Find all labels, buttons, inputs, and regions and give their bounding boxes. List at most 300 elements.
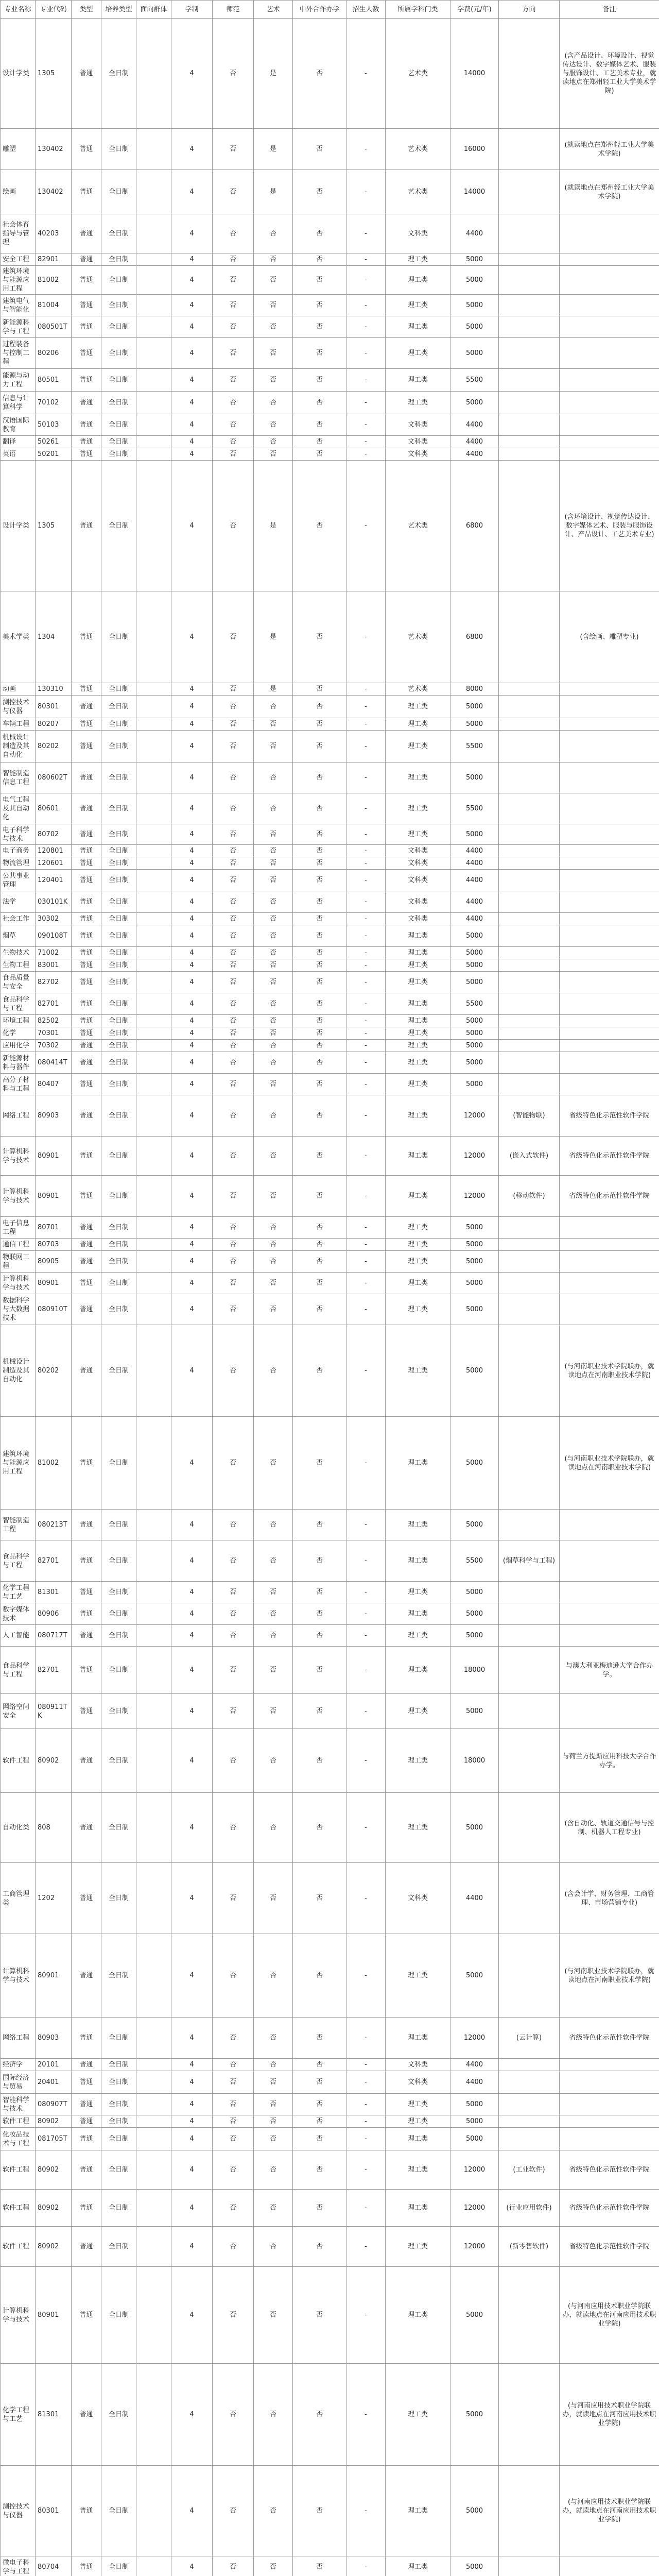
table-row <box>1 2128 659 2150</box>
table-row <box>1 2115 659 2128</box>
cell-target-group <box>136 947 171 959</box>
cell-teacher-training: 否 <box>213 1217 254 1239</box>
cell-study-mode: 全日制 <box>101 338 136 369</box>
cell-major-name: 软件工程 <box>1 2115 36 2128</box>
cell-tuition: 5000 <box>450 2267 499 2364</box>
cell-enrollment: - <box>346 1074 386 1095</box>
cell-tuition: 5000 <box>450 1273 499 1294</box>
cell-tuition: 12000 <box>450 1137 499 1176</box>
cell-sino-foreign: 否 <box>293 316 346 338</box>
cell-major-code: 71002 <box>36 947 72 959</box>
cell-study-mode: 全日制 <box>101 1694 136 1729</box>
cell-enrollment: - <box>346 129 386 170</box>
header-target-group: 面向群体 <box>136 1 171 19</box>
cell-type: 普通 <box>72 1239 101 1251</box>
cell-teacher-training: 否 <box>213 972 254 993</box>
cell-major-code: 81002 <box>36 1417 72 1510</box>
cell-subject-category: 理工类 <box>386 369 450 392</box>
cell-target-group <box>136 1510 171 1540</box>
cell-major-name: 人工智能 <box>1 1625 36 1647</box>
cell-target-group <box>136 2267 171 2364</box>
cell-target-group <box>136 972 171 993</box>
cell-direction <box>499 824 560 845</box>
cell-study-mode: 全日制 <box>101 369 136 392</box>
cell-major-name: 智能制造工程 <box>1 1510 36 1540</box>
cell-art: 否 <box>254 2018 293 2059</box>
cell-direction <box>499 2267 560 2364</box>
cell-target-group <box>136 1137 171 1176</box>
cell-tuition: 5500 <box>450 793 499 824</box>
cell-remarks: 省级特色化示范性软件学院 <box>560 2150 659 2190</box>
cell-teacher-training: 否 <box>213 762 254 793</box>
cell-remarks <box>560 214 659 253</box>
cell-study-mode: 全日制 <box>101 1863 136 1934</box>
cell-art: 否 <box>254 1040 293 1052</box>
cell-sino-foreign: 否 <box>293 731 346 762</box>
cell-sino-foreign: 否 <box>293 266 346 295</box>
header-art: 艺术 <box>254 1 293 19</box>
cell-direction <box>499 845 560 857</box>
table-row <box>1 891 659 913</box>
cell-art: 否 <box>254 2556 293 2576</box>
cell-sino-foreign: 否 <box>293 762 346 793</box>
cell-study-mode: 全日制 <box>101 793 136 824</box>
cell-major-code: 80202 <box>36 1325 72 1417</box>
cell-remarks <box>560 1273 659 1294</box>
cell-major-name: 数字媒体技术 <box>1 1603 36 1625</box>
cell-direction: (嵌入式软件) <box>499 1137 560 1176</box>
cell-major-name: 电子信息工程 <box>1 1217 36 1239</box>
cell-duration: 4 <box>171 913 213 925</box>
cell-art: 否 <box>254 1052 293 1074</box>
cell-target-group <box>136 1015 171 1027</box>
cell-type: 普通 <box>72 1015 101 1027</box>
cell-study-mode: 全日制 <box>101 170 136 214</box>
cell-study-mode: 全日制 <box>101 959 136 972</box>
cell-duration: 4 <box>171 1176 213 1217</box>
cell-major-code: 80902 <box>36 2150 72 2190</box>
cell-duration: 4 <box>171 1217 213 1239</box>
cell-remarks <box>560 1074 659 1095</box>
cell-duration: 4 <box>171 762 213 793</box>
cell-art: 否 <box>254 1510 293 1540</box>
cell-major-name: 软件工程 <box>1 2190 36 2227</box>
cell-teacher-training: 否 <box>213 1027 254 1040</box>
cell-type: 普通 <box>72 436 101 448</box>
cell-teacher-training: 否 <box>213 448 254 461</box>
cell-tuition: 4400 <box>450 857 499 870</box>
cell-subject-category: 理工类 <box>386 2150 450 2190</box>
cell-sino-foreign: 否 <box>293 2556 346 2576</box>
cell-study-mode: 全日制 <box>101 1040 136 1052</box>
cell-enrollment: - <box>346 2150 386 2190</box>
cell-target-group <box>136 845 171 857</box>
cell-duration: 4 <box>171 2267 213 2364</box>
cell-duration: 4 <box>171 1582 213 1603</box>
cell-direction <box>499 696 560 718</box>
cell-direction <box>499 369 560 392</box>
cell-art: 否 <box>254 2115 293 2128</box>
cell-duration: 4 <box>171 891 213 913</box>
cell-teacher-training: 否 <box>213 338 254 369</box>
cell-remarks: (含环境设计、视觉传达设计、数字媒体艺术、服装与服饰设计、产品设计、工艺美术专业) <box>560 461 659 591</box>
cell-remarks <box>560 1251 659 1273</box>
cell-target-group <box>136 1074 171 1095</box>
cell-major-code: 080501T <box>36 316 72 338</box>
cell-duration: 4 <box>171 1729 213 1793</box>
cell-major-code: 120401 <box>36 870 72 891</box>
cell-major-code: 808 <box>36 1793 72 1863</box>
cell-enrollment: - <box>346 591 386 683</box>
cell-major-name: 高分子材料与工程 <box>1 1074 36 1095</box>
cell-type: 普通 <box>72 1625 101 1647</box>
cell-major-code: 80701 <box>36 1217 72 1239</box>
cell-major-name: 智能制造信息工程 <box>1 762 36 793</box>
cell-study-mode: 全日制 <box>101 1052 136 1074</box>
cell-major-code: 1202 <box>36 1863 72 1934</box>
table-row <box>1 1540 659 1582</box>
cell-teacher-training: 否 <box>213 683 254 696</box>
cell-sino-foreign: 否 <box>293 1647 346 1694</box>
cell-tuition: 5000 <box>450 824 499 845</box>
cell-duration: 4 <box>171 214 213 253</box>
cell-enrollment: - <box>346 913 386 925</box>
cell-remarks <box>560 2094 659 2115</box>
cell-duration: 4 <box>171 1251 213 1273</box>
cell-target-group <box>136 2018 171 2059</box>
cell-major-name: 计算机科学与技术 <box>1 1137 36 1176</box>
cell-sino-foreign: 否 <box>293 1217 346 1239</box>
cell-direction <box>499 266 560 295</box>
cell-major-name: 通信工程 <box>1 1239 36 1251</box>
header-study-mode: 培养类型 <box>101 1 136 19</box>
cell-remarks <box>560 947 659 959</box>
table-row <box>1 718 659 731</box>
table-row <box>1 1239 659 1251</box>
cell-direction <box>499 1325 560 1417</box>
cell-remarks <box>560 1239 659 1251</box>
cell-tuition: 6800 <box>450 591 499 683</box>
cell-study-mode: 全日制 <box>101 762 136 793</box>
cell-type: 普通 <box>72 1694 101 1729</box>
cell-enrollment: - <box>346 1647 386 1694</box>
cell-major-name: 计算机科学与技术 <box>1 1273 36 1294</box>
cell-art: 否 <box>254 316 293 338</box>
cell-duration: 4 <box>171 2071 213 2094</box>
cell-remarks <box>560 338 659 369</box>
cell-enrollment: - <box>346 19 386 129</box>
cell-tuition: 12000 <box>450 1176 499 1217</box>
cell-subject-category: 理工类 <box>386 1217 450 1239</box>
cell-subject-category: 文科类 <box>386 913 450 925</box>
cell-enrollment: - <box>346 683 386 696</box>
cell-sino-foreign: 否 <box>293 972 346 993</box>
cell-subject-category: 文科类 <box>386 414 450 436</box>
cell-teacher-training: 否 <box>213 1251 254 1273</box>
table-row <box>1 1040 659 1052</box>
cell-art: 否 <box>254 1417 293 1510</box>
cell-sino-foreign: 否 <box>293 824 346 845</box>
cell-major-code: 80902 <box>36 2227 72 2267</box>
cell-target-group <box>136 1603 171 1625</box>
cell-teacher-training: 否 <box>213 316 254 338</box>
cell-sino-foreign: 否 <box>293 925 346 947</box>
cell-major-code: 80905 <box>36 1251 72 1273</box>
cell-direction <box>499 1273 560 1294</box>
cell-major-code: 1304 <box>36 591 72 683</box>
table-row <box>1 1625 659 1647</box>
cell-remarks <box>560 925 659 947</box>
cell-target-group <box>136 2150 171 2190</box>
cell-subject-category: 理工类 <box>386 2466 450 2556</box>
table-row <box>1 870 659 891</box>
cell-subject-category: 理工类 <box>386 1074 450 1095</box>
cell-target-group <box>136 1095 171 1137</box>
cell-major-code: 120601 <box>36 857 72 870</box>
cell-remarks <box>560 762 659 793</box>
cell-subject-category: 理工类 <box>386 1647 450 1694</box>
cell-tuition: 4400 <box>450 436 499 448</box>
cell-tuition: 5000 <box>450 959 499 972</box>
cell-target-group <box>136 338 171 369</box>
cell-art: 否 <box>254 1603 293 1625</box>
table-row <box>1 696 659 718</box>
cell-major-name: 建筑环境与能源应用工程 <box>1 1417 36 1510</box>
cell-major-name: 计算机科学与技术 <box>1 2267 36 2364</box>
cell-major-name: 公共事业管理 <box>1 870 36 891</box>
cell-study-mode: 全日制 <box>101 1417 136 1510</box>
cell-duration: 4 <box>171 1603 213 1625</box>
header-tuition: 学费(元/年) <box>450 1 499 19</box>
table-row <box>1 19 659 129</box>
cell-sino-foreign: 否 <box>293 1273 346 1294</box>
cell-major-name: 设计学类 <box>1 461 36 591</box>
cell-art: 否 <box>254 1934 293 2018</box>
cell-study-mode: 全日制 <box>101 1239 136 1251</box>
cell-target-group <box>136 1239 171 1251</box>
cell-enrollment: - <box>346 266 386 295</box>
table-row <box>1 392 659 414</box>
cell-major-code: 81004 <box>36 295 72 316</box>
cell-direction <box>499 1647 560 1694</box>
cell-type: 普通 <box>72 2556 101 2576</box>
cell-duration: 4 <box>171 129 213 170</box>
cell-major-code: 81301 <box>36 2364 72 2466</box>
cell-target-group <box>136 461 171 591</box>
cell-art: 否 <box>254 1137 293 1176</box>
cell-remarks <box>560 414 659 436</box>
cell-enrollment: - <box>346 1273 386 1294</box>
cell-enrollment: - <box>346 972 386 993</box>
cell-tuition: 5000 <box>450 316 499 338</box>
cell-duration: 4 <box>171 1294 213 1325</box>
cell-major-code: 82701 <box>36 993 72 1015</box>
cell-type: 普通 <box>72 891 101 913</box>
cell-art: 否 <box>254 2059 293 2071</box>
cell-study-mode: 全日制 <box>101 2150 136 2190</box>
cell-direction <box>499 718 560 731</box>
cell-subject-category: 文科类 <box>386 845 450 857</box>
cell-teacher-training: 否 <box>213 295 254 316</box>
cell-sino-foreign: 否 <box>293 1040 346 1052</box>
cell-type: 普通 <box>72 295 101 316</box>
cell-direction: (工业软件) <box>499 2150 560 2190</box>
cell-sino-foreign: 否 <box>293 448 346 461</box>
cell-subject-category: 理工类 <box>386 993 450 1015</box>
cell-duration: 4 <box>171 2018 213 2059</box>
cell-sino-foreign: 否 <box>293 2018 346 2059</box>
cell-duration: 4 <box>171 993 213 1015</box>
cell-target-group <box>136 591 171 683</box>
cell-tuition: 5000 <box>450 696 499 718</box>
cell-tuition: 5000 <box>450 266 499 295</box>
cell-duration: 4 <box>171 1273 213 1294</box>
cell-enrollment: - <box>346 696 386 718</box>
cell-major-name: 网络工程 <box>1 2018 36 2059</box>
cell-target-group <box>136 1273 171 1294</box>
table-row <box>1 1027 659 1040</box>
cell-duration: 4 <box>171 2115 213 2128</box>
cell-target-group <box>136 295 171 316</box>
cell-major-code: 50261 <box>36 436 72 448</box>
header-sino-foreign: 中外合作办学 <box>293 1 346 19</box>
cell-major-name: 法学 <box>1 891 36 913</box>
cell-enrollment: - <box>346 253 386 266</box>
cell-sino-foreign: 否 <box>293 1074 346 1095</box>
cell-target-group <box>136 2190 171 2227</box>
cell-remarks: 省级特色化示范性软件学院 <box>560 1137 659 1176</box>
cell-major-code: 1305 <box>36 461 72 591</box>
cell-type: 普通 <box>72 1729 101 1793</box>
cell-remarks: 省级特色化示范性软件学院 <box>560 1095 659 1137</box>
table-row <box>1 461 659 591</box>
cell-art: 否 <box>254 2128 293 2150</box>
cell-direction <box>499 2364 560 2466</box>
cell-art: 否 <box>254 414 293 436</box>
cell-target-group <box>136 1417 171 1510</box>
cell-subject-category: 理工类 <box>386 1294 450 1325</box>
table-row <box>1 762 659 793</box>
cell-tuition: 5000 <box>450 1015 499 1027</box>
cell-major-name: 自动化类 <box>1 1793 36 1863</box>
cell-tuition: 5000 <box>450 718 499 731</box>
cell-major-code: 50201 <box>36 448 72 461</box>
cell-enrollment: - <box>346 2115 386 2128</box>
cell-major-name: 数据科学与大数据技术 <box>1 1294 36 1325</box>
cell-sino-foreign: 否 <box>293 1863 346 1934</box>
cell-remarks <box>560 1625 659 1647</box>
cell-direction <box>499 170 560 214</box>
cell-direction: (云计算) <box>499 2018 560 2059</box>
table-row <box>1 1793 659 1863</box>
cell-tuition: 4400 <box>450 913 499 925</box>
cell-target-group <box>136 1325 171 1417</box>
cell-sino-foreign: 否 <box>293 1027 346 1040</box>
cell-teacher-training: 否 <box>213 436 254 448</box>
cell-type: 普通 <box>72 369 101 392</box>
cell-teacher-training: 否 <box>213 19 254 129</box>
cell-teacher-training: 否 <box>213 2128 254 2150</box>
cell-target-group <box>136 731 171 762</box>
cell-remarks: (就读地点在郑州轻工业大学美术学院) <box>560 129 659 170</box>
cell-direction <box>499 461 560 591</box>
cell-study-mode: 全日制 <box>101 295 136 316</box>
cell-major-name: 化学工程与工艺 <box>1 2364 36 2466</box>
cell-major-code: 80903 <box>36 2018 72 2059</box>
cell-enrollment: - <box>346 1934 386 2018</box>
cell-art: 否 <box>254 338 293 369</box>
cell-major-code: 80407 <box>36 1074 72 1095</box>
table-row <box>1 959 659 972</box>
cell-remarks <box>560 1510 659 1540</box>
cell-teacher-training: 否 <box>213 392 254 414</box>
cell-art: 否 <box>254 2267 293 2364</box>
cell-subject-category: 理工类 <box>386 266 450 295</box>
cell-major-code: 83001 <box>36 959 72 972</box>
cell-subject-category: 理工类 <box>386 762 450 793</box>
cell-direction <box>499 1052 560 1074</box>
cell-major-name: 计算机科学与技术 <box>1 1176 36 1217</box>
cell-duration: 4 <box>171 1239 213 1251</box>
cell-major-code: 1305 <box>36 19 72 129</box>
cell-target-group <box>136 1217 171 1239</box>
cell-art: 否 <box>254 793 293 824</box>
cell-remarks <box>560 295 659 316</box>
cell-enrollment: - <box>346 2267 386 2364</box>
cell-major-code: 80901 <box>36 1137 72 1176</box>
table-row <box>1 1934 659 2018</box>
cell-teacher-training: 否 <box>213 253 254 266</box>
cell-teacher-training: 否 <box>213 947 254 959</box>
cell-teacher-training: 否 <box>213 129 254 170</box>
cell-study-mode: 全日制 <box>101 2190 136 2227</box>
cell-type: 普通 <box>72 170 101 214</box>
cell-duration: 4 <box>171 1625 213 1647</box>
cell-direction <box>499 1074 560 1095</box>
cell-tuition: 5000 <box>450 2556 499 2576</box>
cell-direction <box>499 392 560 414</box>
cell-sino-foreign: 否 <box>293 461 346 591</box>
cell-direction <box>499 972 560 993</box>
cell-enrollment: - <box>346 1582 386 1603</box>
cell-teacher-training: 否 <box>213 1052 254 1074</box>
cell-teacher-training: 否 <box>213 1015 254 1027</box>
cell-major-code: 80202 <box>36 731 72 762</box>
cell-teacher-training: 否 <box>213 214 254 253</box>
cell-teacher-training: 否 <box>213 993 254 1015</box>
cell-duration: 4 <box>171 369 213 392</box>
cell-tuition: 5000 <box>450 1603 499 1625</box>
cell-tuition: 5000 <box>450 1582 499 1603</box>
table-header-row <box>1 1 659 19</box>
cell-duration: 4 <box>171 696 213 718</box>
cell-teacher-training: 否 <box>213 369 254 392</box>
cell-art: 否 <box>254 891 293 913</box>
cell-tuition: 5000 <box>450 1417 499 1510</box>
cell-art: 否 <box>254 993 293 1015</box>
cell-enrollment: - <box>346 1027 386 1040</box>
cell-teacher-training: 否 <box>213 891 254 913</box>
cell-tuition: 4400 <box>450 214 499 253</box>
cell-major-name: 安全工程 <box>1 253 36 266</box>
cell-direction <box>499 436 560 448</box>
cell-type: 普通 <box>72 1934 101 2018</box>
cell-major-name: 英语 <box>1 448 36 461</box>
cell-major-name: 能源与动力工程 <box>1 369 36 392</box>
cell-tuition: 6800 <box>450 461 499 591</box>
cell-remarks <box>560 1603 659 1625</box>
cell-duration: 4 <box>171 2556 213 2576</box>
